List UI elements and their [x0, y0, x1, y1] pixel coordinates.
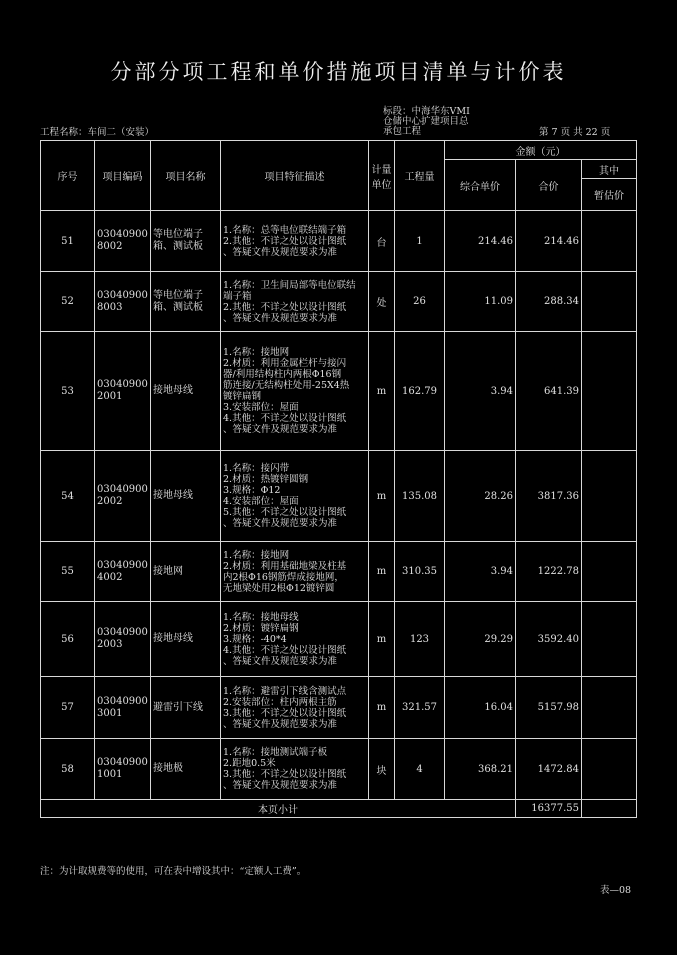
row-unit: m [369, 332, 395, 451]
page-title: 分部分项工程和单价措施项目清单与计价表 [110, 60, 567, 84]
header-name: 项目名称 [151, 141, 221, 211]
row-provisional [582, 677, 637, 739]
row-total: 3817.36 [516, 451, 582, 542]
page-number: 第 7 页 共 22 页 [539, 127, 611, 138]
form-code: 表—08 [600, 885, 632, 896]
row-unit-price: 28.26 [445, 451, 516, 542]
subtotal-provisional [582, 800, 637, 818]
header-amount: 金额（元） [445, 141, 637, 160]
row-total: 1222.78 [516, 542, 582, 602]
row-name: 接地母线 [151, 451, 221, 542]
subtotal-label: 本页小计 [41, 800, 516, 818]
row-seq: 56 [41, 602, 95, 677]
row-qty: 26 [395, 272, 445, 332]
table-row [41, 211, 637, 272]
row-unit: 块 [369, 739, 395, 800]
row-name: 接地极 [151, 739, 221, 800]
row-seq: 57 [41, 677, 95, 739]
table-row [41, 739, 637, 800]
row-name: 等电位端子箱、测试板 [151, 272, 221, 332]
bid-section-line: 承包工程 [383, 126, 422, 137]
row-name: 避雷引下线 [151, 677, 221, 739]
project-name-label: 工程名称：车间二（安装） [40, 127, 155, 138]
row-provisional [582, 272, 637, 332]
bid-section-line: 仓储中心扩建项目总 [383, 116, 469, 127]
row-feature: 1.名称：接地测试端子板 2.距地0.5米 3.其他：不详之处以设计图纸 、答疑文件及规范要求为准 [221, 739, 369, 800]
header-code: 项目编码 [95, 141, 151, 211]
bid-section-label [383, 107, 470, 137]
row-seq: 54 [41, 451, 95, 542]
header-provisional: 暂估价 [582, 179, 637, 211]
row-feature: 1.名称：总等电位联结端子箱 2.其他：不详之处以设计图纸 、答疑文件及规范要求为准 [221, 211, 369, 272]
row-name: 接地网 [151, 542, 221, 602]
row-unit: m [369, 602, 395, 677]
row-total: 214.46 [516, 211, 582, 272]
row-seq: 51 [41, 211, 95, 272]
bid-section-line: 标段：中海华东VMI [383, 106, 470, 117]
row-feature: 1.名称：避雷引下线含测试点 2.安装部位：柱内两根主筋 3.其他：不详之处以设计图纸 、答疑文件及规范要求为准 [221, 677, 369, 739]
row-unit-price: 29.29 [445, 602, 516, 677]
row-code: 030409004002 [95, 542, 151, 602]
row-seq: 55 [41, 542, 95, 602]
row-name: 等电位端子箱、测试板 [151, 211, 221, 272]
row-code: 030409002003 [95, 602, 151, 677]
row-unit-price: 368.21 [445, 739, 516, 800]
row-total: 641.39 [516, 332, 582, 451]
header-qty: 工程量 [395, 141, 445, 211]
row-unit: m [369, 542, 395, 602]
row-seq: 58 [41, 739, 95, 800]
row-feature: 1.名称：接地网 2.材质：利用基础地梁及柱基 内2根Φ16钢筋焊成接地网， 无地梁处用2根Φ12镀锌圆 [221, 542, 369, 602]
row-code: 030409008003 [95, 272, 151, 332]
row-qty: 162.79 [395, 332, 445, 451]
row-provisional [582, 332, 637, 451]
row-qty: 321.57 [395, 677, 445, 739]
row-qty: 4 [395, 739, 445, 800]
footer-note: 注：为计取规费等的使用，可在表中增设其中：“定额人工费”。 [40, 866, 307, 877]
header-total: 合价 [516, 160, 582, 211]
row-qty: 1 [395, 211, 445, 272]
row-provisional [582, 451, 637, 542]
row-total: 288.34 [516, 272, 582, 332]
row-name: 接地母线 [151, 602, 221, 677]
row-unit-price: 11.09 [445, 272, 516, 332]
table-row [41, 272, 637, 332]
table-row [41, 332, 637, 451]
table-row [41, 602, 637, 677]
row-code: 030409002002 [95, 451, 151, 542]
row-feature: 1.名称：接地网 2.材质：利用金属栏杆与接闪 器/利用结构柱内两根Φ16钢 筋连接/无结构柱处用-25X4热 镀锌扁钢 3.安装部位：屋面 4.其他：不详之处以设计图纸 、答疑文件及规范要求为准 [221, 332, 369, 451]
row-feature: 1.名称：接地母线 2.材质：镀锌扁钢 3.规格：-40*4 4.其他：不详之处以设计图纸 、答疑文件及规范要求为准 [221, 602, 369, 677]
subtotal-value: 16377.55 [516, 800, 582, 818]
row-unit: 台 [369, 211, 395, 272]
table-row [41, 677, 637, 739]
row-unit: m [369, 451, 395, 542]
subtotal-row [41, 800, 637, 818]
header-seq: 序号 [41, 141, 95, 211]
row-total: 5157.98 [516, 677, 582, 739]
row-provisional [582, 542, 637, 602]
table-row [41, 542, 637, 602]
row-code: 030409001001 [95, 739, 151, 800]
row-total: 3592.40 [516, 602, 582, 677]
row-provisional [582, 739, 637, 800]
row-qty: 135.08 [395, 451, 445, 542]
row-code: 030409008002 [95, 211, 151, 272]
row-name: 接地母线 [151, 332, 221, 451]
row-feature: 1.名称：卫生间局部等电位联结 端子箱 2.其他：不详之处以设计图纸 、答疑文件及规范要求为准 [221, 272, 369, 332]
row-seq: 52 [41, 272, 95, 332]
row-qty: 310.35 [395, 542, 445, 602]
header-feature: 项目特征描述 [221, 141, 369, 211]
bill-table [40, 140, 637, 818]
row-unit: m [369, 677, 395, 739]
row-unit-price: 16.04 [445, 677, 516, 739]
row-feature: 1.名称：接闪带 2.材质：热镀锌圆钢 3.规格：Φ12 4.安装部位：屋面 5.其他：不详之处以设计图纸 、答疑文件及规范要求为准 [221, 451, 369, 542]
row-provisional [582, 602, 637, 677]
row-code: 030409002001 [95, 332, 151, 451]
row-unit: 处 [369, 272, 395, 332]
row-seq: 53 [41, 332, 95, 451]
row-unit-price: 3.94 [445, 332, 516, 451]
header-unit-price: 综合单价 [445, 160, 516, 211]
row-qty: 123 [395, 602, 445, 677]
header-of-which: 其中 [582, 160, 637, 179]
row-unit-price: 214.46 [445, 211, 516, 272]
table-row [41, 451, 637, 542]
row-code: 030409003001 [95, 677, 151, 739]
row-total: 1472.84 [516, 739, 582, 800]
header-unit: 计量单位 [369, 141, 395, 211]
row-provisional [582, 211, 637, 272]
row-unit-price: 3.94 [445, 542, 516, 602]
